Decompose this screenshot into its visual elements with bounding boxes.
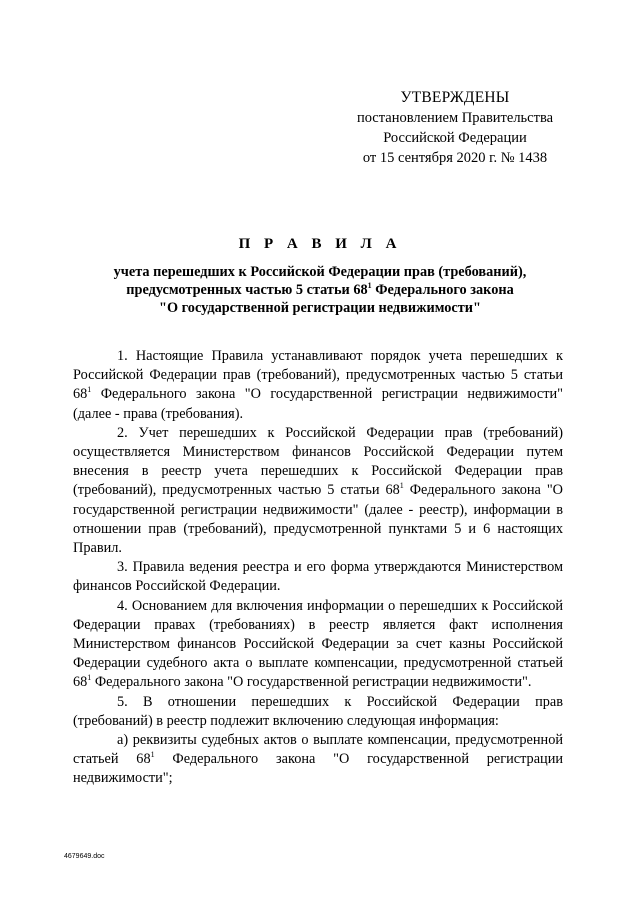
approval-title: УТВЕРЖДЕНЫ: [400, 89, 510, 106]
paragraph-4-superscript: 1: [87, 673, 92, 683]
document-heading: П Р А В И Л А: [238, 236, 402, 252]
approval-block: [340, 88, 570, 168]
subtitle-line-3: "О государственной регистрации недвижимости": [159, 300, 481, 316]
paragraph-2-text: 2. Учет перешедших к Российской Федерации прав (требований) осуществляется Министерством финансов Российской Федерации путем внесения в реестр учета перешедших к Российской Федерации прав (требований), предусмотренных частью 5 статьи 68: [73, 424, 563, 499]
document-body: [73, 347, 563, 789]
file-name-footer: 4679649.doc: [64, 853, 105, 860]
approval-line-3: от 15 сентября 2020 г. № 1438: [362, 150, 548, 166]
paragraph-2: [73, 424, 563, 558]
approval-line-2: Российской Федерации: [383, 130, 527, 146]
subtitle-line-2-tail: Федерального закона: [371, 282, 514, 298]
paragraph-4: [73, 597, 563, 693]
paragraph-4-text: 4. Основанием для включения информации о перешедших к Российской Федерации правах (требованиях) в реестр является факт исполнения Министерством финансов Российской Федерации за счет казны Российской Федерации судебного акта о выплате компенсации, предусмотренной статьей 68: [73, 597, 563, 691]
subtitle-line-2: [60, 281, 580, 299]
paragraph-2-tail: Федерального закона "О государственной регистрации недвижимости" (далее - реестр), информации в отношении прав (требований), предусмотренной пунктами 5 и 6 настоящих Правил.: [73, 482, 564, 557]
document-subtitle: [60, 263, 580, 317]
paragraph-4-tail: Федерального закона "О государственной регистрации недвижимости".: [91, 674, 532, 691]
paragraph-2-superscript: 1: [399, 481, 404, 491]
paragraph-5a-superscript: 1: [150, 750, 155, 760]
approval-line-1: постановлением Правительства: [356, 110, 554, 126]
paragraph-1: [73, 347, 563, 424]
paragraph-5a: [73, 731, 563, 789]
paragraph-1-tail: Федерального закона "О государственной регистрации недвижимости" (далее - права (требования).: [73, 386, 563, 422]
paragraph-5a-text: а) реквизиты судебных актов о выплате компенсации, предусмотренной статьей 68: [73, 732, 563, 768]
paragraph-1-text: 1. Настоящие Правила устанавливают порядок учета перешедших к Российской Федерации прав (требований), предусмотренных частью 5 статьи 68: [73, 348, 563, 403]
subtitle-line-2-text: предусмотренных частью 5 статьи 68: [126, 282, 368, 298]
subtitle-line-1: учета перешедших к Российской Федерации прав (требований),: [113, 264, 527, 280]
paragraph-1-superscript: 1: [87, 385, 92, 395]
subtitle-superscript: 1: [367, 281, 372, 291]
paragraph-5a-tail: Федерального закона "О государственной регистрации недвижимости";: [73, 751, 563, 787]
paragraph-3: 3. Правила ведения реестра и его форма утверждаются Министерством финансов Российской Федерации.: [73, 559, 563, 595]
paragraph-5: 5. В отношении перешедших к Российской Федерации прав (требований) в реестр подлежит включению следующая информация:: [73, 693, 563, 729]
